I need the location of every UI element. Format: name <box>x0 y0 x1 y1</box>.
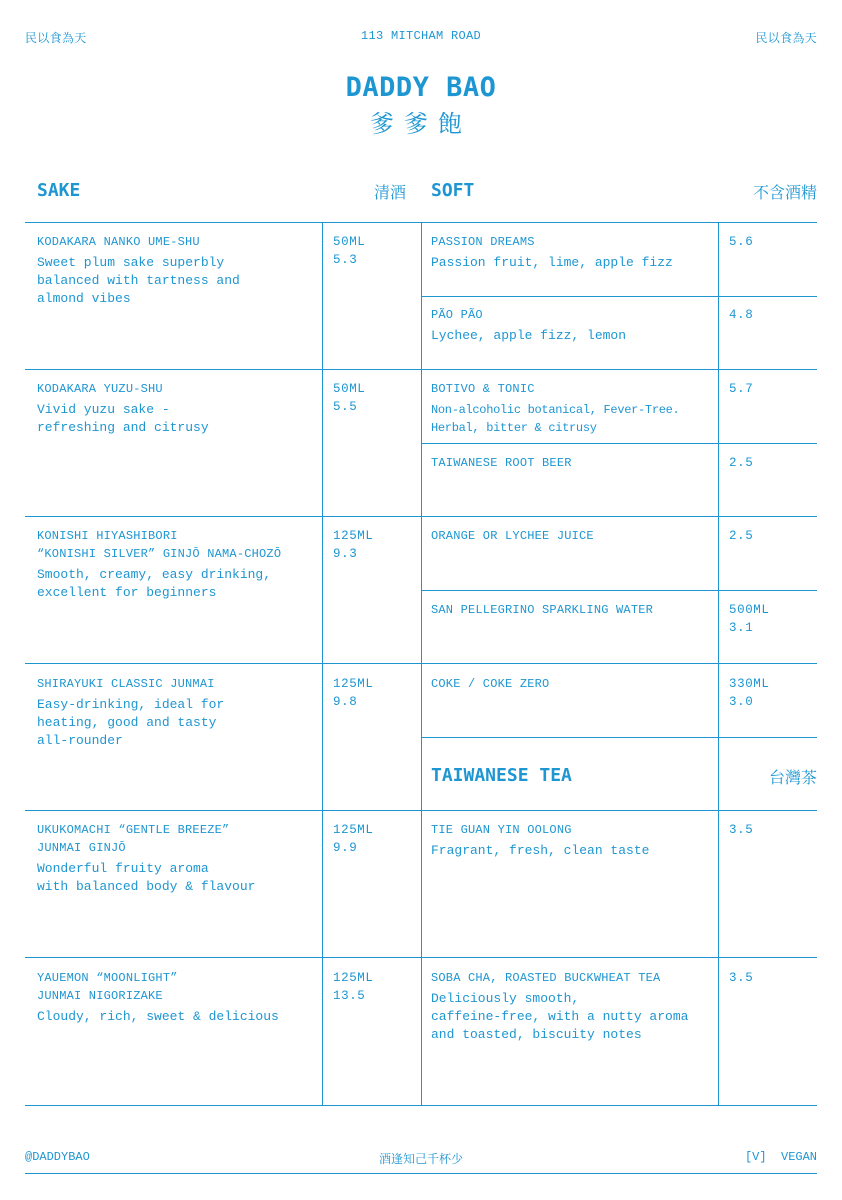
sake-item-4 <box>37 675 319 750</box>
sake-item-volume: 125ML <box>333 823 374 837</box>
section-title-sake-cn: 清酒 <box>374 183 407 202</box>
tea-item-1 <box>431 821 716 860</box>
soft-item-price: 2.5 <box>729 529 754 543</box>
soft-item-3 <box>431 380 716 437</box>
sake-item-desc: Easy-drinking, ideal for heating, good and tasty all-rounder <box>37 697 225 748</box>
sake-item-5-price <box>333 821 374 857</box>
soft-item-price: 500ML 3.1 <box>729 603 770 635</box>
soft-item-name: TAIWANESE ROOT BEER <box>431 456 572 470</box>
sake-item-volume: 50ML <box>333 235 366 249</box>
tea-item-name: TIE GUAN YIN OOLONG <box>431 823 572 837</box>
sake-item-name: YAUEMON “MOONLIGHT” JUNMAI NIGORIZAKE <box>37 971 178 1003</box>
soft-item-name: BOTIVO & TONIC <box>431 382 535 396</box>
sake-item-2 <box>37 380 319 437</box>
sake-item-volume: 125ML <box>333 677 374 691</box>
brand-logo-chinese: 爹爹飽 <box>370 110 472 138</box>
section-title-soft-cn: 不含酒精 <box>752 183 817 202</box>
sake-item-2-price <box>333 380 365 416</box>
sake-item-5 <box>37 821 319 896</box>
header-address: 113 MITCHAM ROAD <box>360 29 482 43</box>
soft-item-price: 5.7 <box>729 382 754 396</box>
soft-item-desc: Passion fruit, lime, apple fizz <box>431 255 673 270</box>
sake-item-price: 5.5 <box>333 400 358 414</box>
section-title-tea: TAIWANESE TEA <box>431 765 572 786</box>
tea-item-desc: Deliciously smooth, caffeine-free, with a nutty aroma and toasted, biscuity notes <box>431 991 689 1042</box>
sake-item-name: UKUKOMACHI “GENTLE BREEZE” JUNMAI GINJŌ <box>37 823 230 855</box>
sake-item-desc: Cloudy, rich, sweet & delicious <box>37 1009 279 1024</box>
sake-item-1-price <box>333 233 365 269</box>
soft-item-price: 330ML 3.0 <box>729 677 770 709</box>
soft-item-name: PÃO PÃO <box>431 308 483 322</box>
soft-item-name: COKE / COKE ZERO <box>431 677 550 691</box>
soft-item-desc: Lychee, apple fizz, lemon <box>431 328 627 343</box>
footer-vegan-legend: [V] VEGAN <box>744 1150 817 1164</box>
soft-item-name: SAN PELLEGRINO SPARKLING WATER <box>431 603 654 617</box>
sake-item-price: 9.9 <box>333 841 358 855</box>
soft-item-1 <box>431 233 716 272</box>
sake-item-1 <box>37 233 319 308</box>
sake-item-price: 5.3 <box>333 253 358 267</box>
section-title-sake: SAKE <box>37 180 81 201</box>
footer-social-handle: @DADDYBAO <box>25 1150 90 1164</box>
sake-item-volume: 125ML <box>333 529 374 543</box>
soft-item-price: 2.5 <box>729 456 754 470</box>
header-motto-left: 民以食為天 <box>25 31 87 45</box>
soft-item-price: 5.6 <box>729 235 754 249</box>
sake-item-desc: Smooth, creamy, easy drinking, excellent for beginners <box>37 567 272 600</box>
sake-item-price: 9.8 <box>333 695 358 709</box>
soft-item-6 <box>431 601 716 619</box>
sake-item-volume: 125ML <box>333 971 374 985</box>
soft-item-desc: Non-alcoholic botanical, Fever-Tree. Herbal, bitter & citrusy <box>431 403 680 435</box>
brand-logo-text: DADDY BAO <box>345 72 497 103</box>
soft-item-name: ORANGE OR LYCHEE JUICE <box>431 529 594 543</box>
sake-item-6-price <box>333 969 374 1005</box>
tea-item-name: SOBA CHA, ROASTED BUCKWHEAT TEA <box>431 971 661 985</box>
tea-item-price: 3.5 <box>729 823 754 837</box>
tea-item-price: 3.5 <box>729 971 754 985</box>
sake-item-name: KODAKARA YUZU-SHU <box>37 382 163 396</box>
soft-item-5 <box>431 527 716 545</box>
soft-item-7 <box>431 675 716 693</box>
tea-item-desc: Fragrant, fresh, clean taste <box>431 843 650 858</box>
sake-item-desc: Sweet plum sake superbly balanced with tartness and almond vibes <box>37 255 240 306</box>
soft-item-name: PASSION DREAMS <box>431 235 535 249</box>
sake-item-3-price <box>333 527 374 563</box>
sake-item-3 <box>37 527 319 602</box>
sake-item-name: KODAKARA NANKO UME-SHU <box>37 235 200 249</box>
section-title-tea-cn: 台灣茶 <box>768 768 817 787</box>
sake-item-name: KONISHI HIYASHIBORI “KONISHI SILVER” GINJŌ NAMA-CHOZŌ <box>37 529 282 561</box>
sake-item-6 <box>37 969 319 1026</box>
sake-item-price: 9.3 <box>333 547 358 561</box>
sake-item-desc: Wonderful fruity aroma with balanced body & flavour <box>37 861 256 894</box>
soft-item-price: 4.8 <box>729 308 754 322</box>
header-motto-right: 民以食為天 <box>755 31 817 45</box>
soft-item-4 <box>431 454 716 472</box>
sake-item-desc: Vivid yuzu sake - refreshing and citrusy <box>37 402 209 435</box>
sake-item-volume: 50ML <box>333 382 366 396</box>
sake-item-name: SHIRAYUKI CLASSIC JUNMAI <box>37 677 215 691</box>
soft-item-2 <box>431 306 716 345</box>
tea-item-2 <box>431 969 716 1044</box>
sake-item-4-price <box>333 675 374 711</box>
sake-item-price: 13.5 <box>333 989 366 1003</box>
footer-proverb: 酒逢知己千杯少 <box>378 1152 463 1166</box>
section-title-soft: SOFT <box>431 180 475 201</box>
